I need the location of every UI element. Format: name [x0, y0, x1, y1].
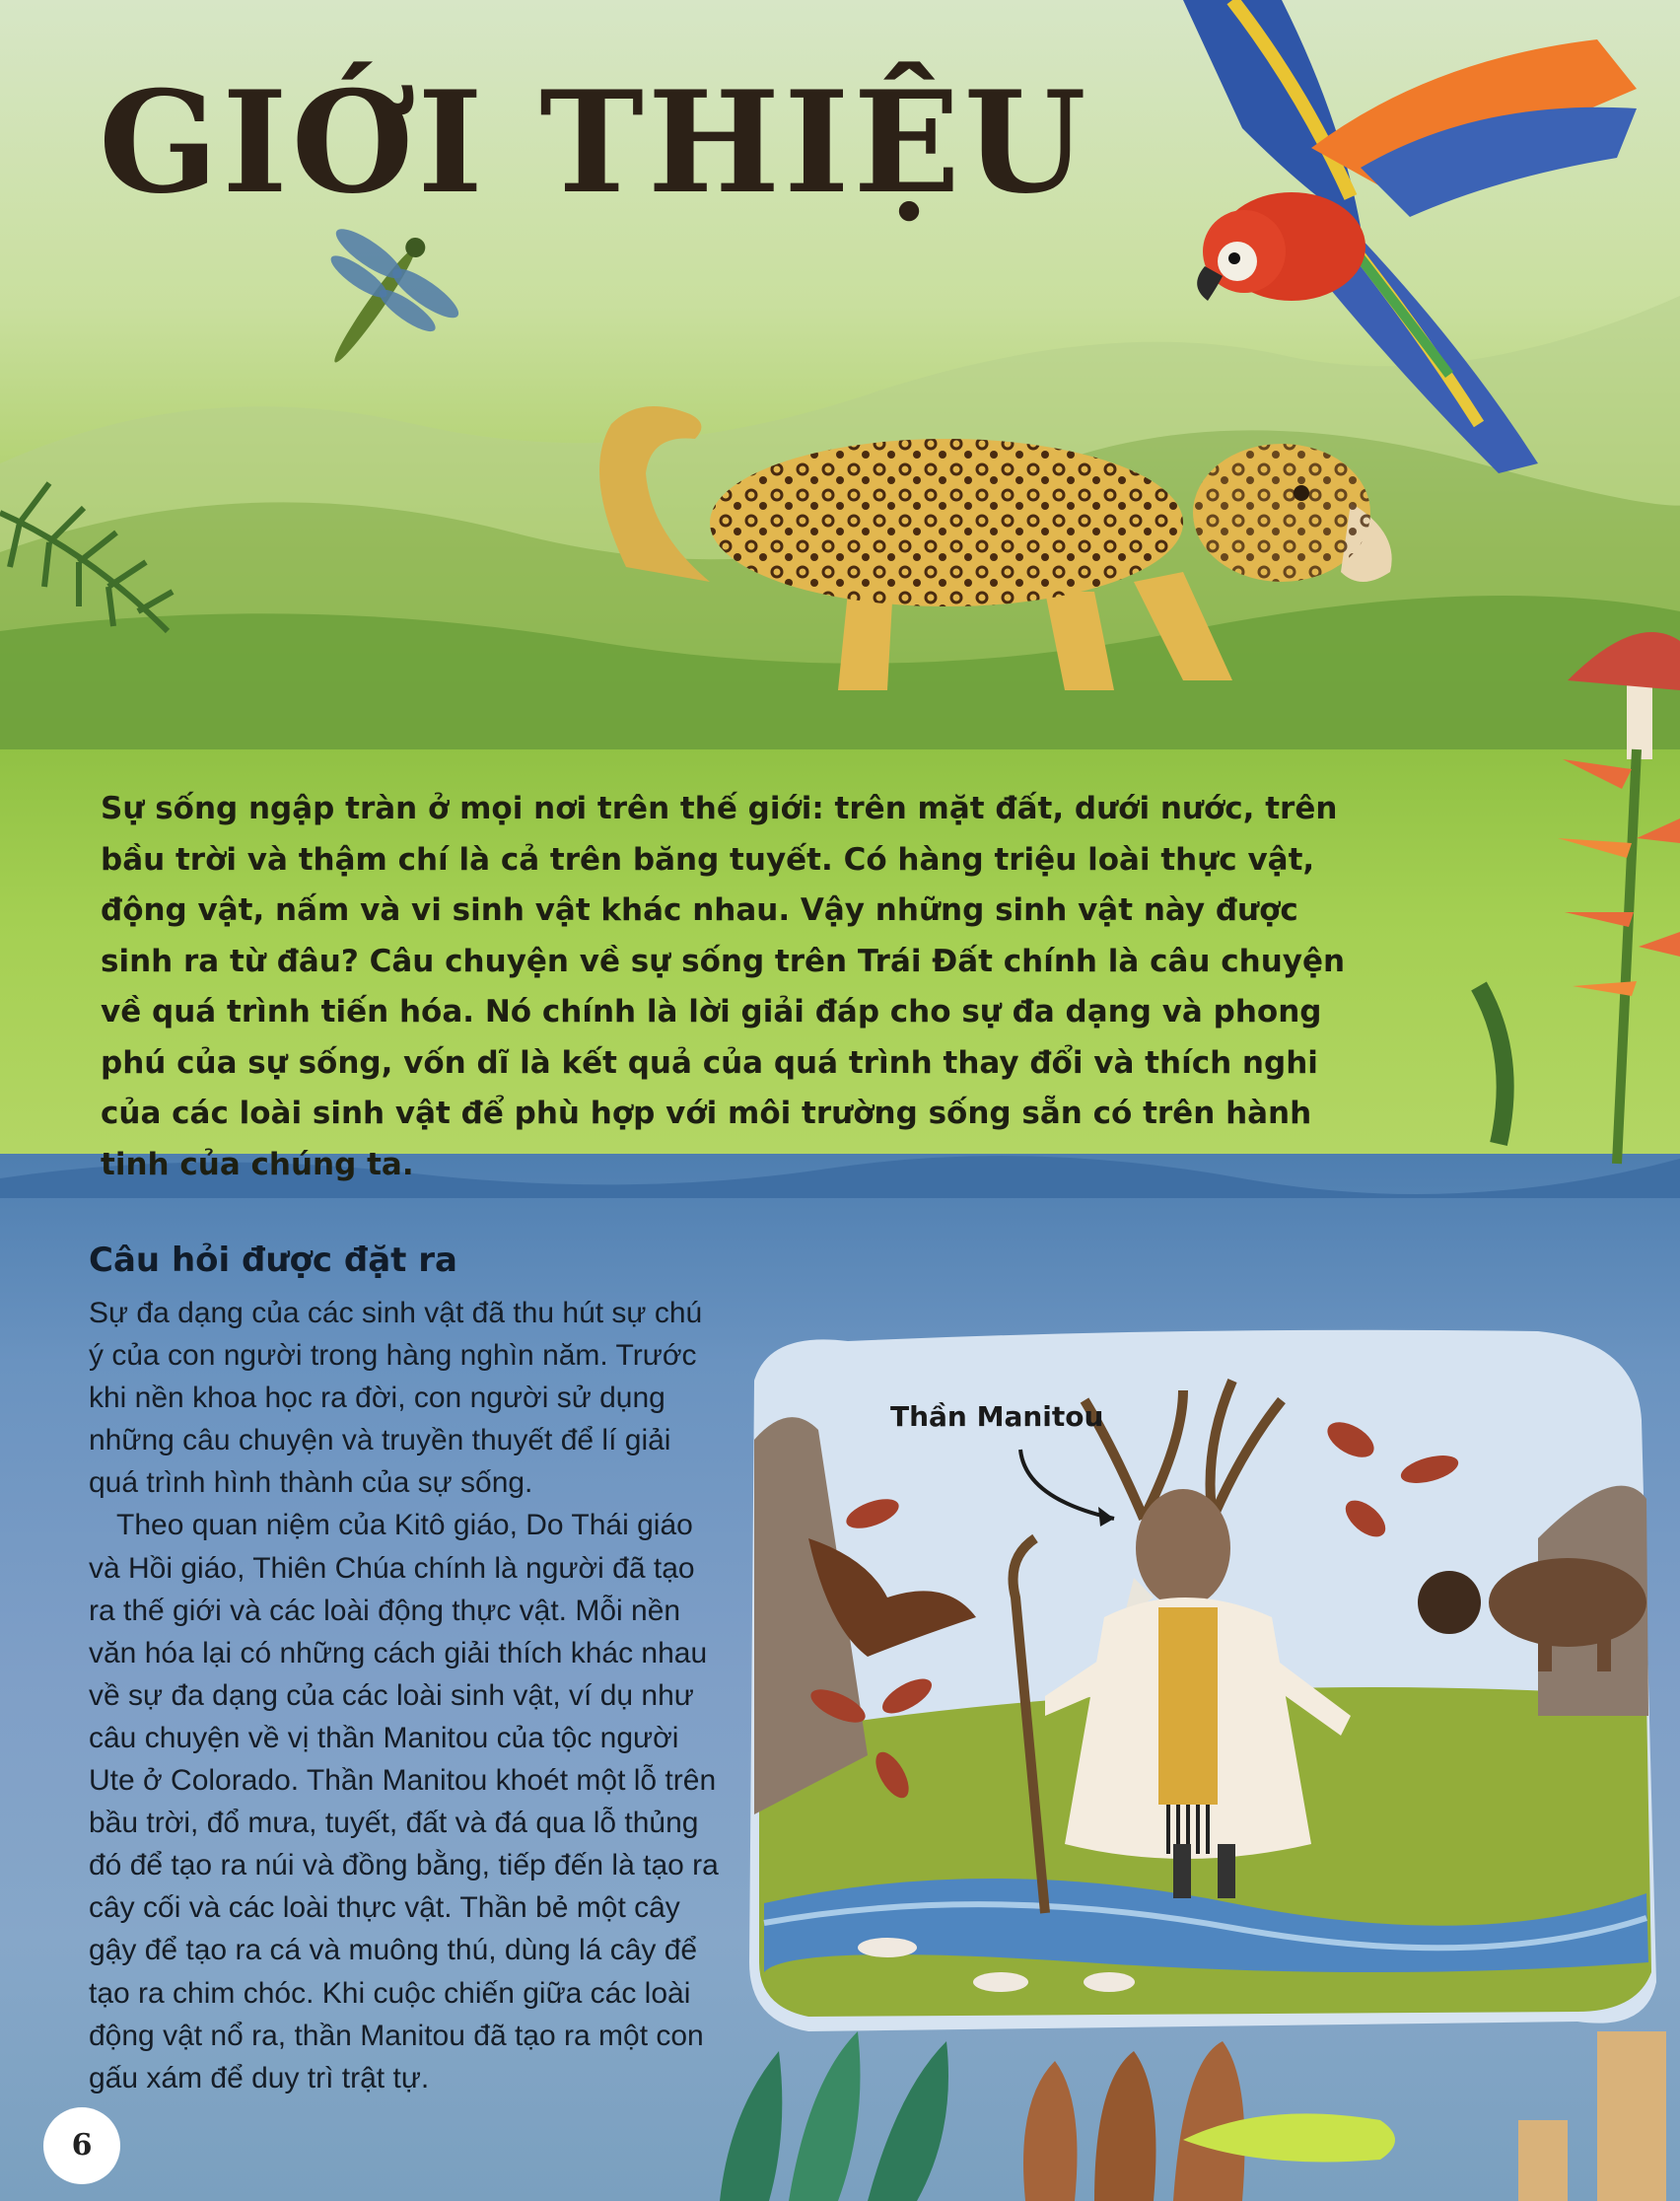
intro-paragraph: Sự sống ngập tràn ở mọi nơi trên thế giới: trên mặt đất, dưới nước, trên bầu trời và thậm chí là cả trên băng tuyết. Có hàng triệu loài thực vật, động vật, nấm và vi sinh vật khác nhau. Vậy những sinh vật này được sinh ra từ đâu? Câu chuyện về sự sống trên Trái Đất chính là câu chuyện về quá trình tiến hóa. Nó chính là lời giải đáp cho sự đa dạng và phong phú của sự sống, vốn dĩ là kết quả của quá trình thay đổi và thích nghi của các loài sinh vật để phù hợp với môi trường sống sẵn có trên hành tinh của chúng ta.	[101, 791, 1346, 1182]
section-body	[89, 1292, 720, 2099]
dragonfly-icon	[274, 197, 481, 405]
manitou-illustration	[749, 1330, 1656, 2031]
underwater-plants	[720, 2031, 1666, 2201]
illustration-label: Thần Manitou	[890, 1400, 1104, 1433]
page-number: 6	[43, 2107, 120, 2184]
section-paragraph-1: Sự đa dạng của các sinh vật đã thu hút sự chú ý của con người trong hàng nghìn năm. Trước khi nền khoa học ra đời, con người sử dụng những câu chuyện và truyền thuyết để lí giải quá trình hình thành của sự sống.	[89, 1297, 703, 1500]
heliconia-flower-icon	[1479, 749, 1680, 1164]
section-heading: Câu hỏi được đặt ra	[89, 1241, 457, 1280]
page-title: GIỚI THIỆU	[99, 61, 1090, 225]
section-paragraph-2: Theo quan niệm của Kitô giáo, Do Thái giáo và Hồi giáo, Thiên Chúa chính là người đã tạo ra thế giới và các loài động thực vật. Mỗi nền văn hóa lại có những cách giải thích khác nhau về sự đa dạng của các loài sinh vật, ví dụ như câu chuyện về vị thần Manitou của tộc người Ute ở Colorado. Thần Manitou khoét một lỗ trên bầu trời, đổ mưa, tuyết, đất và đá qua lỗ thủng đó để tạo ra núi và đồng bằng, tiếp đến là tạo ra cây cối và các loài thực vật. Thần bẻ một cây gậy để tạo ra cá và muông thú, dùng lá cây để tạo ra chim chóc. Khi cuộc chiến giữa các loài động vật nổ ra, thần Manitou đã tạo ra một con gấu xám để duy trì trật tự.	[89, 1509, 719, 2094]
